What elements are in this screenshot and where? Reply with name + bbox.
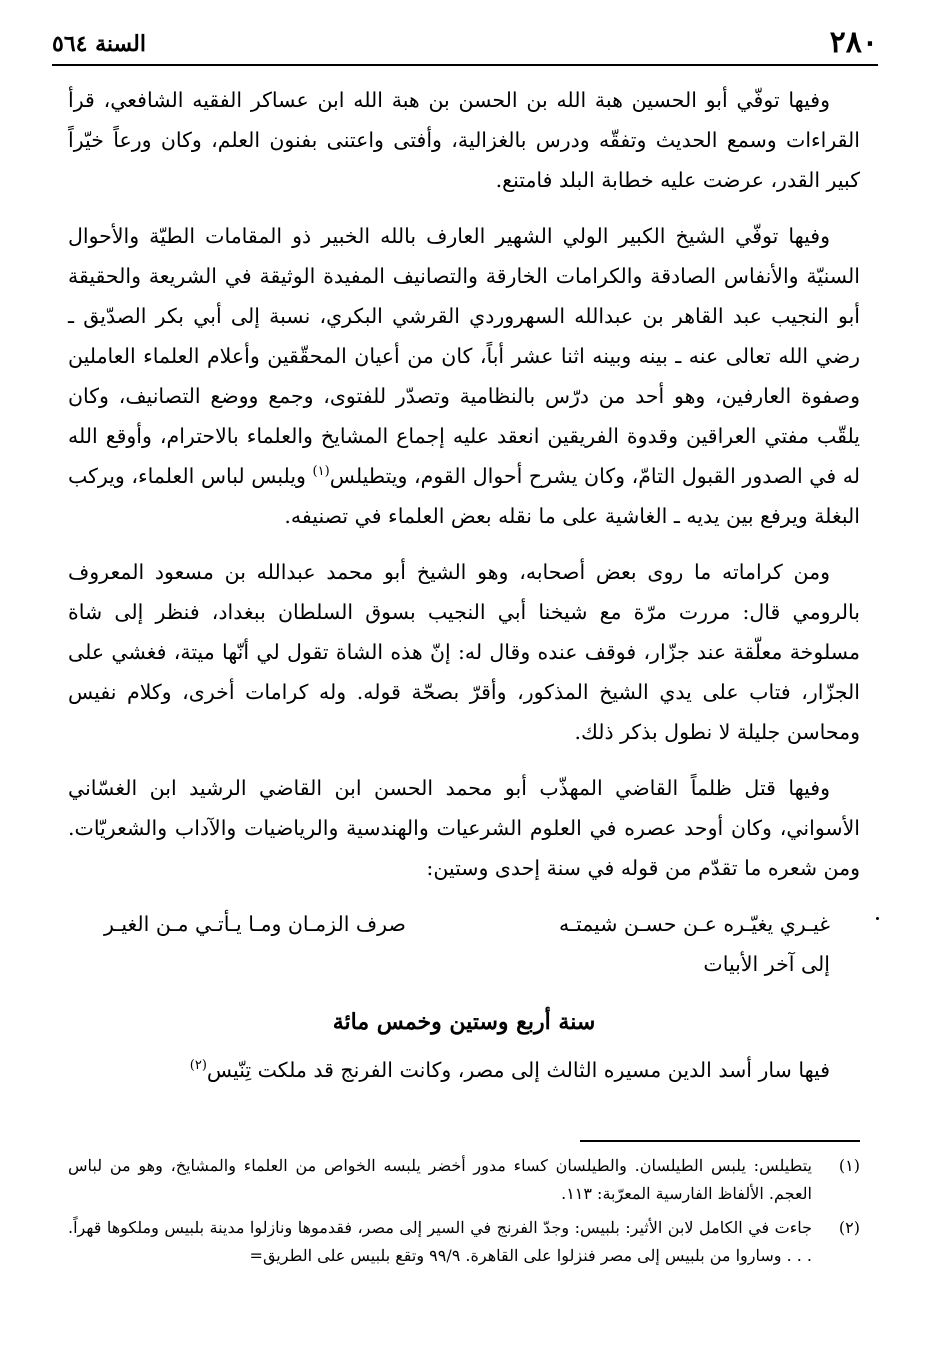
footnote-item [68, 1152, 860, 1208]
paragraph-text: وفيها توفّي الشيخ الكبير الولي الشهير العارف بالله الخبير ذو المقامات الطيّة والأحوال السنيّة والأنفاس الصادقة والكرامات الخارقة والتصانيف المفيدة الوثيقة في الشريعة والحقيقة أبو النجيب عبد القاهر بن عبدالله السهروردي القرشي البكري، نسبة إلى أبي بكر الصدّيق ـ رضي الله تعالى عنه ـ بينه وبينه اثنا عشر أباً، كان من أعيان المحقّقين وأعلام العلماء العاملين وصفوة العارفين، وهو أحد من درّس بالنظامية وتصدّر للفتوى، وجمع ووضع التصانيف، وكان يلقّب مفتي العراقين وقدوة الفريقين انعقد عليه إجماع المشايخ والعلماء بالاحترام، وأوقع الله له في الصدور القبول التامّ، وكان يشرح أحوال القوم، ويتطيلس [68, 224, 861, 488]
poem-verse [104, 904, 830, 944]
scan-speck [876, 917, 879, 920]
footnote-text: جاءت في الكامل لابن الأثير: بلبيس: وجدّ الفرنج في السير إلى مصر، فقدموها ونازلوا مدينة بلبيس وملكوها قهراً. . . . وساروا من بلبيس إلى مصر فنزلوا على القاهرة. ٩٩/٩ وتقع بلبيس على الطريق= [68, 1218, 812, 1265]
paragraph-ibn-asakir: وفيها توفّي أبو الحسين هبة الله بن الحسن بن هبة الله ابن عساكر الفقيه الشافعي، قرأ القراءات وسمع الحديث وتفقّه ودرس بالغزالية، وأفتى واعتنى بفنون العلم، وكان ورعاً خيّراً كبير القدر، عرضت عليه خطابة البلد فامتنع. [68, 88, 860, 192]
footnote-text: يتطيلس: يلبس الطيلسان. والطيلسان كساء مدور أخضر يلبسه الخواص من العلماء والمشايخ، وهو من لباس العجم. الألفاظ الفارسية المعرّبة: ١١٣. [68, 1156, 813, 1203]
paragraph-asad-al-din [68, 1050, 860, 1090]
paragraph-text: فيها سار أسد الدين مسيره الثالث إلى مصر، وكانت الفرنج قد ملكت تِنّيس [206, 1058, 830, 1082]
page-number: ٢٨٠ [829, 25, 878, 60]
section-heading: سنة أربع وستين وخمس مائة [332, 1009, 596, 1035]
body-text [68, 80, 860, 1106]
page-header [52, 24, 878, 66]
footnote-number: (٢) [838, 1218, 860, 1237]
verse-hemistich-second: صرف الزمـان ومـا يـأتـي مـن الغيـر [104, 912, 406, 936]
verse-hemistich-first: غيـري يغيّـره عـن حسـن شيمتـه [559, 912, 830, 936]
footnote-ref-2[interactable]: (٢) [189, 1058, 207, 1074]
footnote-ref-1[interactable]: (١) [312, 464, 330, 480]
paragraph-suhrawardi [68, 216, 860, 536]
running-head: السنة ٥٦٤ [52, 31, 146, 57]
footnotes [68, 1152, 860, 1276]
paragraph-text: ويلبس لباس العلماء، ويركب البغلة ويرفع بين يديه ـ الغاشية على ما نقله بعض العلماء في تصنيفه. [68, 464, 860, 528]
footnote-number: (١) [838, 1156, 860, 1175]
paragraph-karamat: ومن كراماته ما روى بعض أصحابه، وهو الشيخ أبو محمد عبدالله بن مسعود المعروف بالرومي قال: مررت مرّة مع شيخنا أبي النجيب بسوق السلطان ببغداد، فنظر إلى شاة مسلوخة معلّقة عند جزّار، فوقف عنده وقال له: إنّ هذه الشاة تقول لي أنّها ميتة، فغشي على الجزّار، فتاب على يدي الشيخ المذكور، وأقرّ بصحّة قوله. وله كرامات أخرى، وكلام نفيس ومحاسن جليلة لا نطول بذكر ذلك. [68, 560, 860, 744]
footnote-item [68, 1214, 860, 1270]
paragraph-qadi-muhadhdhab: وفيها قتل ظلماً القاضي المهذّب أبو محمد الحسن ابن القاضي الرشيد ابن الغسّاني الأسواني، وكان أوحد عصره في العلوم الشرعيات والهندسية والرياضيات والآداب والشعريّات. ومن شعره ما تقدّم من قوله في سنة إحدى وستين: [68, 776, 860, 880]
footnote-separator [580, 1140, 860, 1142]
verse-note: إلى آخر الأبيات [703, 952, 830, 976]
